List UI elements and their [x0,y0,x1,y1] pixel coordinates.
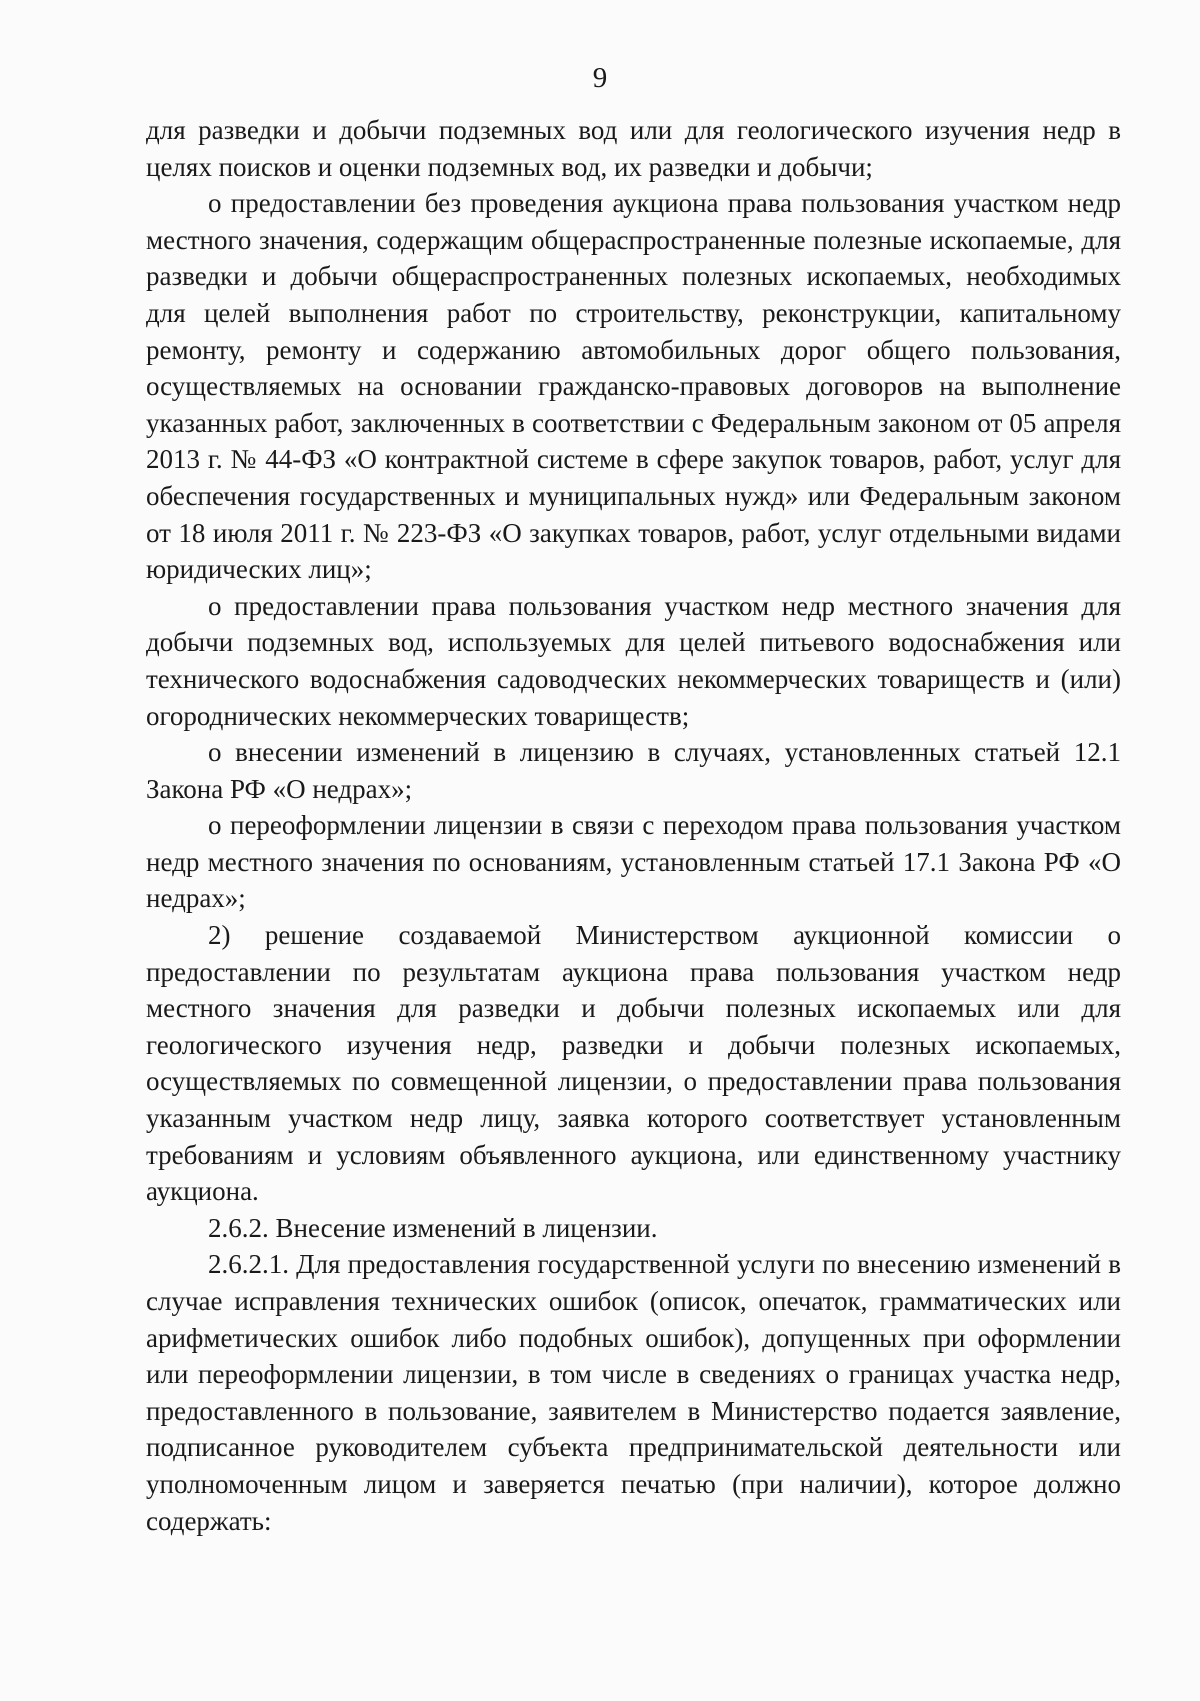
paragraph-3: о предоставлении права пользования участком недр местного значения для добычи подземных вод, используемых для целей питьевого водоснабжения или технического водоснабжения садоводческих некоммерческих товариществ и (или) огороднических некоммерческих товариществ; [146,590,1121,731]
page-number: 9 [592,62,608,94]
document-body [146,112,1121,1539]
paragraph-2: о предоставлении без проведения аукциона права пользования участком недр местного значения, содержащим общераспространенные полезные ископаемые, для разведки и добычи общераспространенных полезных ископаемых, необходимых для целей выполнения работ по строительству, реконструкции, капитальному ремонту, ремонту и содержанию автомобильных дорог общего пользования, осуществляемых на основании гражданско-правовых договоров на выполнение указанных работ, заключенных в соответствии с Федеральным законом от 05 апреля 2013 г. № 44-ФЗ «О контрактной системе в сфере закупок товаров, работ, услуг для обеспечения государственных и муниципальных нужд» или Федеральным законом от 18 июля 2011 г. № 223-ФЗ «О закупках товаров, работ, услуг отдельными видами юридических лиц»; [146,188,1121,585]
paragraph-5: о переоформлении лицензии в связи с переходом права пользования участком недр местного значения по основаниям, установленным статьей 17.1 Закона РФ «О недрах»; [146,810,1121,914]
paragraph-8: 2.6.2.1. Для предоставления государственной услуги по внесению изменений в случае исправления технических ошибок (описок, опечаток, грамматических или арифметических ошибок либо подобных ошибок), допущенных при оформлении или переоформлении лицензии, в том числе в сведениях о границах участка недр, предоставленного в пользование, заявителем в Министерство подается заявление, подписанное руководителем субъекта предпринимательской деятельности или уполномоченным лицом и заверяется печатью (при наличии), которое должно содержать: [146,1249,1121,1536]
paragraph-4: о внесении изменений в лицензию в случаях, установленных статьей 12.1 Закона РФ «О недрах»; [146,737,1121,804]
section-heading-2-6-2: 2.6.2. Внесение изменений в лицензии. [208,1212,658,1243]
paragraph-6: 2) решение создаваемой Министерством аукционной комиссии о предоставлении по результатам аукциона права пользования участком недр местного значения для разведки и добычи полезных ископаемых или для геологического изучения недр, разведки и добычи полезных ископаемых, осуществляемых по совмещенной лицензии, о предоставлении права пользования указанным участком недр лицу, заявка которого соответствует установленным требованиям и условиям объявленного аукциона, или единственному участнику аукциона. [146,920,1121,1207]
paragraph-1: для разведки и добычи подземных вод или для геологического изучения недр в целях поисков и оценки подземных вод, их разведки и добычи; [146,115,1121,182]
